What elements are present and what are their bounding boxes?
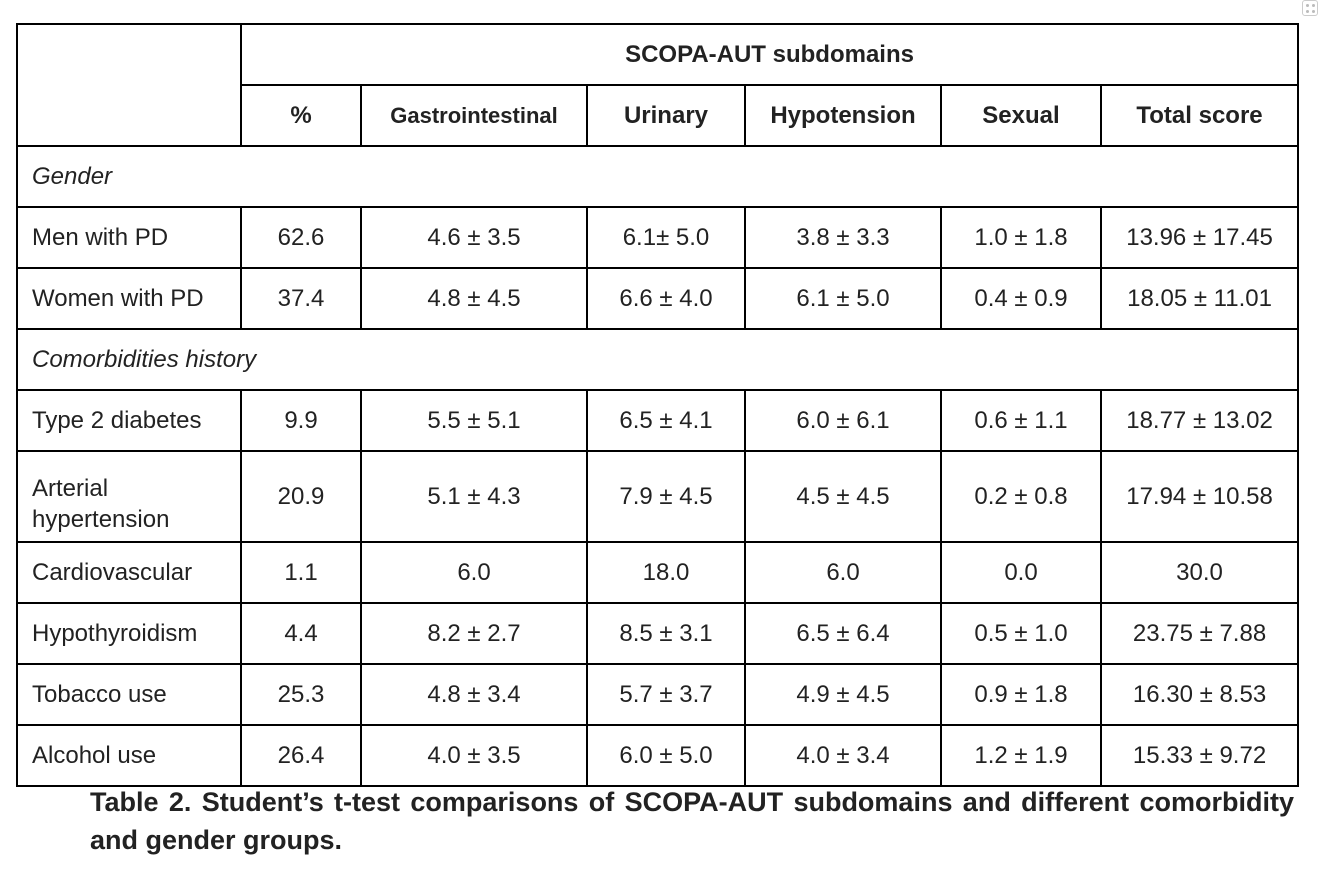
group-header: SCOPA-AUT subdomains — [241, 24, 1298, 85]
table-row — [17, 542, 1298, 603]
table-cell: 5.1 ± 4.3 — [361, 451, 587, 542]
table-cell: 4.0 ± 3.5 — [361, 725, 587, 786]
table-cell: 0.5 ± 1.0 — [941, 603, 1101, 664]
row-label: Alcohol use — [17, 725, 241, 786]
table-cell: 6.0 — [361, 542, 587, 603]
table-cell: 23.75 ± 7.88 — [1101, 603, 1298, 664]
row-label: Men with PD — [17, 207, 241, 268]
table-cell: 3.8 ± 3.3 — [745, 207, 941, 268]
table-cell: 6.0 ± 6.1 — [745, 390, 941, 451]
drag-handle-icon[interactable] — [1302, 0, 1318, 16]
col-header-urinary: Urinary — [587, 85, 745, 146]
table-row — [17, 664, 1298, 725]
table-cell: 17.94 ± 10.58 — [1101, 451, 1298, 542]
corner-cell — [17, 24, 241, 146]
table-cell: 20.9 — [241, 451, 361, 542]
table-cell: 16.30 ± 8.53 — [1101, 664, 1298, 725]
section-row — [17, 146, 1298, 207]
table-cell: 4.6 ± 3.5 — [361, 207, 587, 268]
table-cell: 7.9 ± 4.5 — [587, 451, 745, 542]
table-cell: 1.0 ± 1.8 — [941, 207, 1101, 268]
table-cell: 6.6 ± 4.0 — [587, 268, 745, 329]
row-label: Cardiovascular — [17, 542, 241, 603]
table-row — [17, 603, 1298, 664]
table-cell: 0.0 — [941, 542, 1101, 603]
row-label: Type 2 diabetes — [17, 390, 241, 451]
table-cell: 4.9 ± 4.5 — [745, 664, 941, 725]
table-cell: 6.0 — [745, 542, 941, 603]
table-cell: 37.4 — [241, 268, 361, 329]
col-header-hypotension: Hypotension — [745, 85, 941, 146]
table-cell: 5.5 ± 5.1 — [361, 390, 587, 451]
table-cell: 15.33 ± 9.72 — [1101, 725, 1298, 786]
table-row — [17, 390, 1298, 451]
table-cell: 5.7 ± 3.7 — [587, 664, 745, 725]
table-cell: 0.2 ± 0.8 — [941, 451, 1101, 542]
table-cell: 9.9 — [241, 390, 361, 451]
table-cell: 4.8 ± 4.5 — [361, 268, 587, 329]
table-cell: 25.3 — [241, 664, 361, 725]
section-row — [17, 329, 1298, 390]
table-cell: 0.4 ± 0.9 — [941, 268, 1101, 329]
col-header-total-score: Total score — [1101, 85, 1298, 146]
results-table — [16, 23, 1299, 787]
table-cell: 6.1 ± 5.0 — [745, 268, 941, 329]
section-title: Gender — [17, 146, 1298, 207]
table-cell: 0.6 ± 1.1 — [941, 390, 1101, 451]
table-cell: 1.2 ± 1.9 — [941, 725, 1101, 786]
table-cell: 18.05 ± 11.01 — [1101, 268, 1298, 329]
table-cell: 6.5 ± 4.1 — [587, 390, 745, 451]
table-body — [17, 146, 1298, 786]
table-cell: 4.0 ± 3.4 — [745, 725, 941, 786]
table-cell: 13.96 ± 17.45 — [1101, 207, 1298, 268]
col-header-gastrointestinal: Gastrointestinal — [361, 85, 587, 146]
table-caption: Table 2. Student’s t-test comparisons of SCOPA-AUT subdomains and different comorbidity and gender groups. — [90, 787, 1294, 855]
col-header-sexual: Sexual — [941, 85, 1101, 146]
table-cell: 18.77 ± 13.02 — [1101, 390, 1298, 451]
table-cell: 4.5 ± 4.5 — [745, 451, 941, 542]
table-cell: 6.5 ± 6.4 — [745, 603, 941, 664]
section-title: Comorbidities history — [17, 329, 1298, 390]
table-cell: 0.9 ± 1.8 — [941, 664, 1101, 725]
table-cell: 1.1 — [241, 542, 361, 603]
table-cell: 26.4 — [241, 725, 361, 786]
table-row — [17, 268, 1298, 329]
table-cell: 6.1± 5.0 — [587, 207, 745, 268]
table-cell: 4.8 ± 3.4 — [361, 664, 587, 725]
table-row — [17, 207, 1298, 268]
row-label: Hypothyroidism — [17, 603, 241, 664]
table-cell: 8.2 ± 2.7 — [361, 603, 587, 664]
row-label: Tobacco use — [17, 664, 241, 725]
table-cell: 8.5 ± 3.1 — [587, 603, 745, 664]
table-cell: 6.0 ± 5.0 — [587, 725, 745, 786]
col-header-percent: % — [241, 85, 361, 146]
table-cell: 18.0 — [587, 542, 745, 603]
table-row — [17, 725, 1298, 786]
table-row — [17, 451, 1298, 542]
table-cell: 30.0 — [1101, 542, 1298, 603]
table-cell: 62.6 — [241, 207, 361, 268]
row-label: Arterial hypertension — [17, 451, 241, 542]
table-cell: 4.4 — [241, 603, 361, 664]
row-label: Women with PD — [17, 268, 241, 329]
